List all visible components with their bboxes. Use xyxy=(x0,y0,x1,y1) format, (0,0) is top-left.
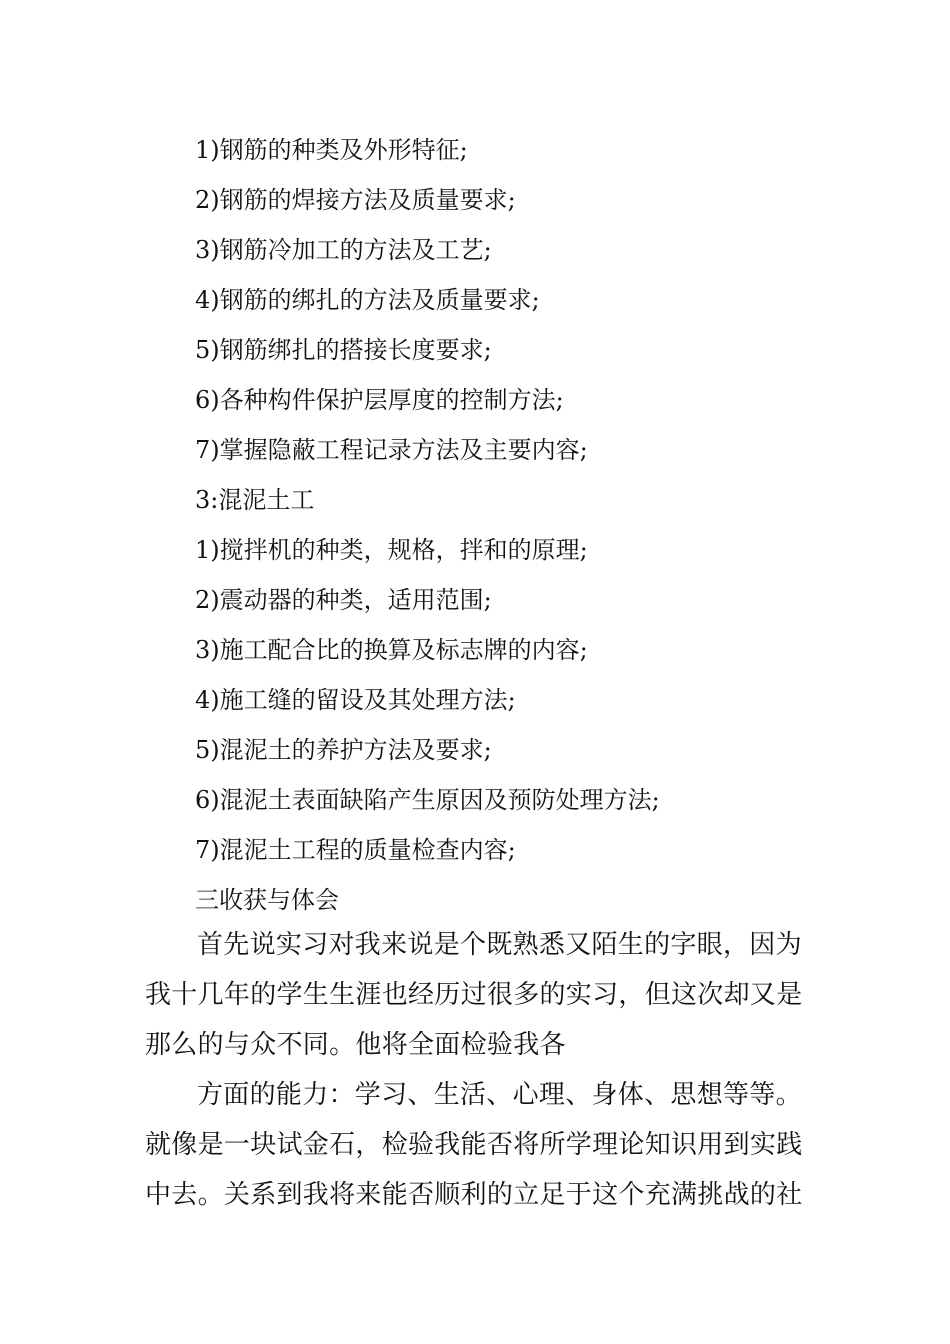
list-line-3: 3)钢筋冷加工的方法及工艺; xyxy=(195,236,492,264)
body-paragraph-2: 方面的能力：学习、生活、心理、身体、思想等等。就像是一块试金石，检验我能否将所学理论知识用到实践中去。关系到我将来能否顺利的立足于这个充满挑战的社 xyxy=(145,1080,803,1210)
section-heading-concrete: 3:混泥土工 xyxy=(195,486,315,514)
list-line-9: 2)震动器的种类，适用范围; xyxy=(195,586,492,614)
list-line-7: 7)掌握隐蔽工程记录方法及主要内容; xyxy=(195,436,588,464)
list-line-2: 2)钢筋的焊接方法及质量要求; xyxy=(195,186,516,214)
list-line-5: 5)钢筋绑扎的搭接长度要求; xyxy=(195,336,492,364)
list-line-8: 1)搅拌机的种类，规格，拌和的原理; xyxy=(195,536,588,564)
list-line-13: 6)混泥土表面缺陷产生原因及预防处理方法; xyxy=(195,786,660,814)
list-line-11: 4)施工缝的留设及其处理方法; xyxy=(195,686,516,714)
body-paragraph-1: 首先说实习对我来说是个既熟悉又陌生的字眼，因为我十几年的学生生涯也经历过很多的实习，但这次却又是那么的与众不同。他将全面检验我各 xyxy=(145,930,803,1060)
list-line-6: 6)各种构件保护层厚度的控制方法; xyxy=(195,386,564,414)
section-heading-reflections: 三收获与体会 xyxy=(195,886,339,914)
list-line-14: 7)混泥土工程的质量检查内容; xyxy=(195,836,516,864)
list-line-12: 5)混泥土的养护方法及要求; xyxy=(195,736,492,764)
list-line-10: 3)施工配合比的换算及标志牌的内容; xyxy=(195,636,588,664)
list-line-1: 1)钢筋的种类及外形特征; xyxy=(195,136,468,164)
list-line-4: 4)钢筋的绑扎的方法及质量要求; xyxy=(195,286,540,314)
